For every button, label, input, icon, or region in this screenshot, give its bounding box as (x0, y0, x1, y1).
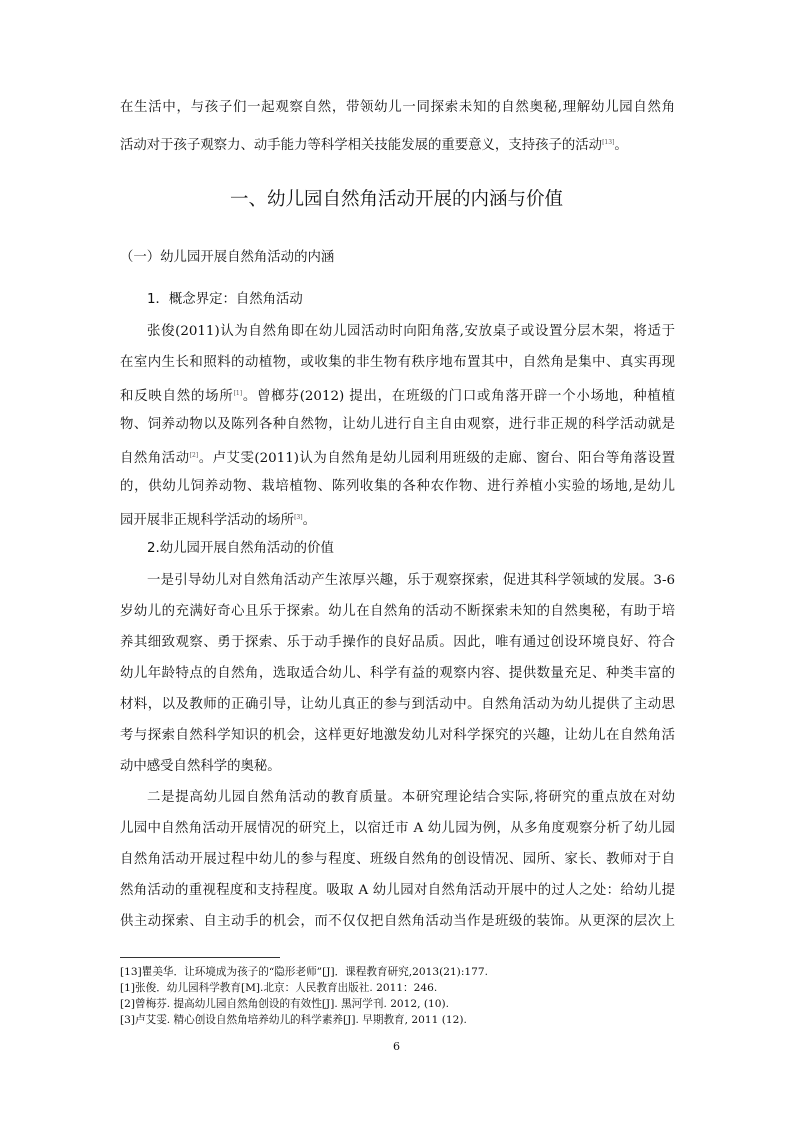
body-text-line: 一是引导幼儿对自然角活动产生浓厚兴趣，乐于观察探索，促进其科学领域的发展。3-6 (147, 573, 675, 588)
body-text-line: 自然角活动开展过程中幼儿的参与程度、班级自然角的创设情况、园所、家长、教师对于自 (120, 852, 675, 867)
body-text-line: 在室内生长和照料的动植物，或收集的非生物有秩序地布置其中，自然角是集中、真实再现 (120, 355, 675, 370)
citation-marker: [2] (189, 452, 199, 459)
body-text-line: 活动对于孩子观察力、动手能力等科学相关技能发展的重要意义，支持孩子的活动[13]。 (120, 138, 628, 153)
body-text-line: 然角活动的重视程度和支持程度。吸取 A 幼儿园对自然角活动开展中的过人之处：给幼儿提 (120, 883, 675, 898)
footnote-divider (120, 957, 280, 958)
body-text-line: 材料，以及教师的正确引导，让幼儿真正的参与到活动中。自然角活动为幼儿提供了主动思 (120, 697, 675, 712)
body-text-line: 园开展非正规科学活动的场所[3]。 (120, 513, 316, 528)
body-text-line: 的，供幼儿饲养动物、栽培植物、陈列收集的各种农作物、进行养植小实验的场地,是幼儿 (120, 479, 675, 494)
footnote: [1]张俊．幼儿园科学教育[M].北京：人民教育出版社. 2011：246. (120, 982, 438, 994)
citation-marker: [13] (602, 139, 615, 146)
body-text-line: 和反映自然的场所[1]。曾榔芬(2012) 提出，在班级的门口或角落开辟一个小场地，种植植 (120, 389, 675, 404)
body-text-line: 考与探索自然科学知识的机会，这样更好地激发幼儿对科学探究的兴趣，让幼儿在自然角活 (120, 728, 675, 743)
footnote: [2]曾梅芬. 提高幼儿园自然角创设的有效性[J]. 黑河学刊. 2012, (10). (120, 998, 449, 1010)
citation-marker: [3] (294, 514, 303, 521)
section-heading: （一）幼儿园开展自然角活动的内涵 (120, 250, 335, 265)
subsection-heading: 1．概念界定：自然角活动 (147, 292, 303, 307)
body-text-line: 二是提高幼儿园自然角活动的教育质量。本研究理论结合实际,将研究的重点放在对幼 (147, 790, 675, 805)
body-text-line: 岁幼儿的充满好奇心且乐于探索。幼儿在自然角的活动不断探索未知的自然奥秘，有助于培 (120, 604, 675, 619)
chapter-heading: 一、幼儿园自然角活动开展的内涵与价值 (229, 189, 563, 210)
citation-marker: [1] (233, 390, 243, 397)
body-text-line: 养其细致观察、勇于探索、乐于动手操作的良好品质。因此，唯有通过创设环境良好、符合 (120, 635, 675, 650)
body-text-line: 幼儿年龄特点的自然角，选取适合幼儿、科学有益的观察内容、提供数量充足、种类丰富的 (120, 666, 675, 681)
body-text-line: 物、饲养动物以及陈列各种自然物，让幼儿进行自主自由观察，进行非正规的科学活动就是 (120, 417, 675, 432)
page-number: 6 (393, 1040, 400, 1053)
body-text-line: 在生活中，与孩子们一起观察自然，带领幼儿一同探索未知的自然奥秘,理解幼儿园自然角 (120, 100, 675, 115)
body-text-line: 张俊(2011)认为自然角即在幼儿园活动时向阳角落,安放桌子或设置分层木架，将适于 (147, 324, 675, 339)
body-text-line: 供主动探索、自主动手的机会，而不仅仅把自然角活动当作是班级的装饰。从更深的层次上 (120, 914, 675, 929)
subsection-heading: 2.幼儿园开展自然角活动的价值 (147, 541, 334, 556)
footnote: [3]卢艾雯. 精心创设自然角培养幼儿的科学素养[J]. 早期教育, 2011 (12). (120, 1014, 467, 1026)
body-text-line: 自然角活动[2]。卢艾雯(2011)认为自然角是幼儿园利用班级的走廊、窗台、阳台等角落设置 (120, 451, 675, 466)
footnote: [13]瞿美华．让环境成为孩子的“隐形老师”[J]．课程教育研究,2013(21):177. (120, 966, 488, 978)
body-text-line: 动中感受自然科学的奥秘。 (120, 759, 281, 774)
body-text-line: 儿园中自然角活动开展情况的研究上，以宿迁市 A 幼儿园为例，从多角度观察分析了幼儿园 (120, 821, 675, 836)
